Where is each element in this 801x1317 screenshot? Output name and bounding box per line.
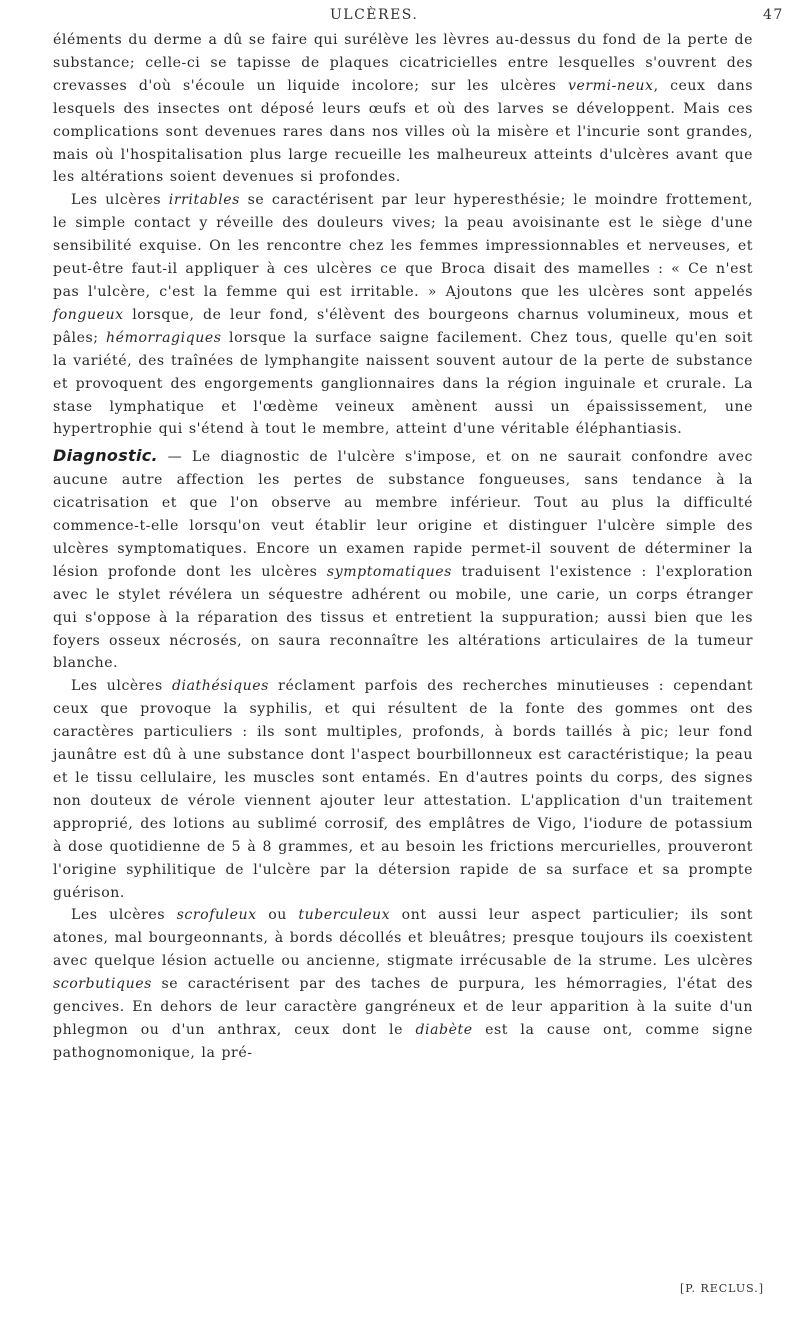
italic-term: diabète [415,1021,473,1038]
page-number: 47 [763,7,784,23]
text-run: traduisent l'existence : l'exploration avec le stylet révélera un séquestre adhérent ou mobile, une carie, un corps étranger qui s'oppose à la réparation des tissus et entretient la suppuration; aussi bien que les foyers osseux nécrosés, on saura reconnaître les altérations articulaires de la tumeur blanche. [53,563,753,672]
text-run: éléments du derme a dû se faire qui surélève les lèvres au-dessus du fond de la perte de substance; celle-ci se tapisse de plaques cicatricielles entre lesquelles s'ouvrent des crevasses d'où s'écoule un liquide incolore; sur les ulcères [53,32,753,94]
text-run: lorsque la surface saigne facilement. Chez tous, quelle qu'en soit la variété, des traînées de lymphangite naissent souvent autour de la perte de substance et provoquent des engorgements ganglionnaires dans la région inguinale et crurale. La stase lymphatique et l'œdème veineux amènent aussi un épaississement, une hypertrophie qui s'étend à tout le membre, atteint d'une véritable éléphantiasis. [53,329,753,438]
text-run: lorsque, de leur fond, s'élèvent des bourgeons charnus volumineux, mous et pâles; [53,306,753,346]
body-text [53,29,753,1065]
text-run: , ceux dans lesquels des insectes ont déposé leurs œufs et où des larves se développent. Mais ces complications sont devenues rares dans nos villes où la misère et l'incurie sont grandes, mais où l'hospitalisation plus large recueille les malheureux atteints d'ulcères avant que les altérations soient devenues si profondes. [53,77,754,186]
text-run: ou [256,907,299,924]
text-run: Les ulcères [71,192,169,209]
text-run: Les ulcères [71,678,172,695]
italic-term: hémorragiques [106,329,222,346]
italic-term: irritables [168,192,240,209]
text-run: réclament parfois des recherches minutieuses : cependant ceux que provoque la syphilis, et qui résultent de la fonte des gommes ont des caractères particuliers : ils sont multiples, profonds, à bords taillés à pic; leur fond jaunâtre est dû à une substance dont l'aspect bourbillonneux est caractéristique; la peau et le tissu cellulaire, les muscles sont entamés. En d'autres points du corps, des signes non douteux de vérole viennent ajouter leur attestation. L'application d'un traitement approprié, des lotions au sublimé corrosif, des emplâtres de Vigo, l'iodure de potassium à dose quotidienne de 5 à 8 grammes, et au besoin les frictions mercurielles, prouveront l'origine syphilitique de l'ulcère par la détersion rapide de sa surface et sa prompte guérison. [53,678,753,901]
text-run: se caractérisent par des taches de purpura, les hémorragies, l'état des gencives. En dehors de leur caractère gangréneux et de leur apparition à la suite d'un phlegmon ou d'un anthrax, ceux dont le [53,976,753,1038]
italic-term: diathésiques [171,678,269,695]
italic-term: tuberculeux [298,907,391,924]
text-run: est la cause ont, comme signe pathognomonique, la pré- [53,1021,753,1061]
italic-term: vermi-neux [567,77,654,94]
paragraph [53,29,753,189]
author-signature: [P. RECLUS.] [680,1282,765,1295]
header-title: ULCÈRES. [330,7,419,23]
italic-term: fongueux [53,306,124,323]
text-run: Les ulcères [71,907,177,924]
paragraph [53,189,753,441]
italic-term: scorbutiques [53,976,152,993]
text-run: se caractérisent par leur hyperesthésie; le moindre frottement, le simple contact y réveille des douleurs vives; la peau avoisinante est le siège d'une sensibilité exquise. On les rencontre chez les femmes impressionnables et nerveuses, et peut-être faut-il appliquer à ces ulcères ce que Broca disait des mamelles : « Ce n'est pas l'ulcère, c'est la femme qui est irritable. » Ajoutons que les ulcères sont appelés [53,192,753,300]
paragraph [53,445,753,675]
paragraph [53,675,753,904]
paragraph [53,904,753,1064]
section-title: Diagnostic. [53,446,158,466]
italic-term: symptomatiques [326,563,452,580]
text-run: ont aussi leur aspect particulier; ils sont atones, mal bourgeonnants, à bords décollés et bleuâtres; presque toujours ils coexistent avec quelque lésion actuelle ou ancienne, stigmate irrécusable de la strume. Les ulcères [53,907,753,970]
italic-term: scrofuleux [176,907,257,924]
text-run: — Le diagnostic de l'ulcère s'impose, et on ne saurait confondre avec aucune autre affection les pertes de substance fongueuses, sans tendance à la cicatrisation et que l'on observe au membre inférieur. Tout au plus la difficulté commence-t-elle lorsqu'on veut établir leur origine et distinguer l'ulcère simple des ulcères symptomatiques. Encore un examen rapide permet-il souvent de déterminer la lésion profonde dont les ulcères [53,449,753,580]
